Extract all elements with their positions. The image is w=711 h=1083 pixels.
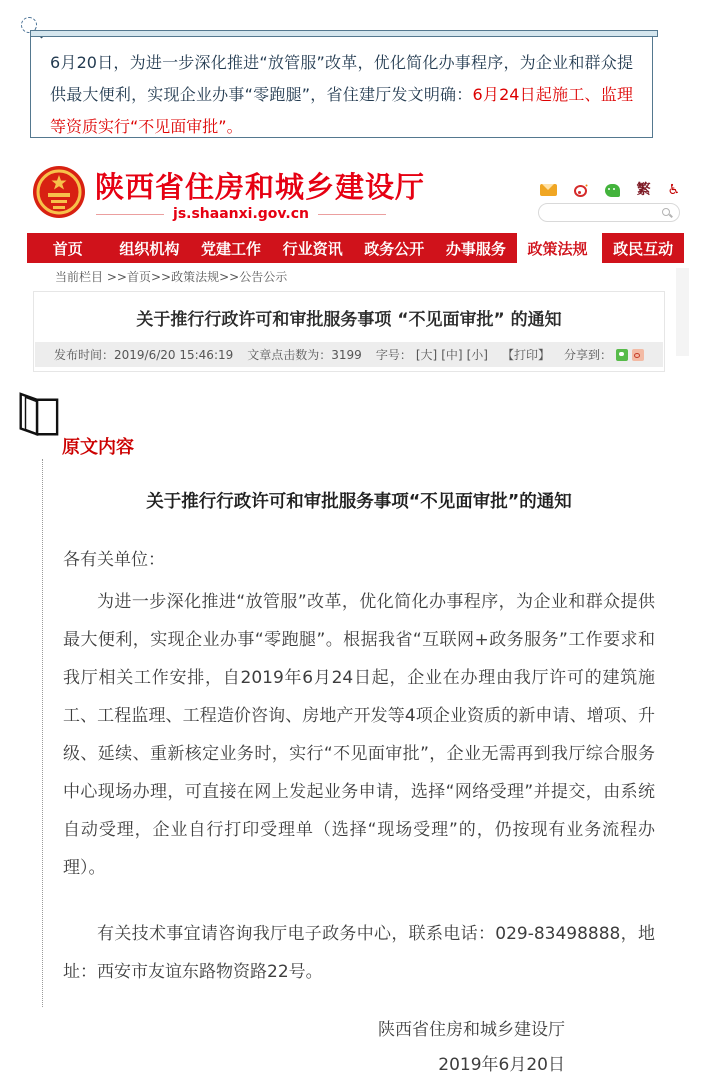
nav-item-interaction[interactable]: 政民互动 (598, 233, 684, 263)
breadcrumb (27, 263, 684, 292)
summary-text: 6月20日，为进一步深化推进“放管服”改革，优化简化办事程序，为企业和群众提供最大便利，实现企业办事“零跑腿”，省住建厅发文明确： (50, 53, 633, 104)
nav-item-services[interactable]: 办事服务 (435, 233, 517, 263)
fontsize-large-button[interactable]: [大] (415, 348, 438, 362)
fontsize-label: 字号： (375, 348, 412, 362)
fontsize-small-button[interactable]: [小] (466, 348, 488, 362)
url-dash-right (318, 214, 386, 215)
url-dash-left (96, 214, 164, 215)
dotted-divider (42, 459, 43, 1007)
search-box[interactable] (538, 203, 680, 222)
traditional-chinese-toggle[interactable]: 繁 (636, 182, 651, 198)
weibo-icon[interactable] (574, 183, 588, 197)
main-nav (27, 233, 684, 263)
article-paragraph-2: 有关技术事宜请咨询我厅电子政务中心，联系电话：029-83498888，地址：西安市友谊东路物资路22号。 (63, 924, 655, 982)
nav-item-home[interactable]: 首页 (27, 233, 109, 263)
mail-icon[interactable] (540, 184, 557, 196)
nav-item-policies-active[interactable]: 政策法规 (517, 233, 599, 263)
signature-org: 陕西省住房和城乡建设厅 (378, 1020, 565, 1040)
site-url: js.shaanxi.gov.cn (173, 206, 309, 222)
breadcrumb-sep-1: >> (150, 270, 172, 284)
emblem-graphic (32, 163, 86, 221)
summary-top-bar (30, 30, 658, 37)
signature-date: 2019年6月20日 (438, 1055, 565, 1075)
site-title[interactable]: 陕西省住房和城乡建设厅 (95, 170, 426, 204)
search-icon[interactable] (662, 208, 673, 219)
article-title: 关于推行行政许可和审批服务事项“不见面审批”的通知 (146, 492, 572, 512)
nav-item-gov-affairs[interactable]: 政务公开 (354, 233, 436, 263)
accessibility-icon[interactable]: ♿ (667, 182, 680, 198)
click-count: 文章点击数为：3199 (247, 348, 362, 362)
website-screenshot (0, 150, 711, 380)
fontsize-controls (376, 346, 488, 363)
article-header-box (33, 291, 665, 372)
wechat-icon[interactable] (605, 184, 620, 197)
breadcrumb-policies[interactable]: 政策法规 (171, 270, 220, 284)
site-url-row (96, 206, 386, 222)
signature-block (63, 1013, 655, 1083)
share-label: 分享到： (563, 348, 612, 362)
share-controls (564, 346, 644, 363)
article-meta-bar (35, 342, 663, 367)
breadcrumb-announcements[interactable]: 公告公示 (239, 270, 288, 284)
nav-item-party-building[interactable]: 党建工作 (190, 233, 272, 263)
article-content (63, 482, 655, 1083)
section-label: 原文内容 (62, 437, 134, 458)
breadcrumb-sep-2: >> (219, 270, 240, 284)
summary-highlight-text: 6月24日起施工、监理等资质实行“不见面审批”。 (50, 85, 633, 136)
publish-time: 发布时间：2019/6/20 15:46:19 (54, 348, 234, 362)
share-wechat-icon[interactable] (616, 349, 628, 361)
share-weibo-icon[interactable] (632, 349, 644, 361)
article-paragraph-1: 为进一步深化推进“放管服”改革，优化简化办事程序，为企业和群众提供最大便利，实现企业办事“零跑腿”。根据我省“互联网+政务服务”工作要求和我厅相关工作安排，自2019年6月24日起，企业在办理由我厅许可的建筑施工、工程监理、工程造价咨询、房地产开发等4项企业资质的新申请、增项、升级、延续、重新核定业务时，实行“不见面审批”，企业无需再到我厅综合服务中心现场办理，可直接在网上发起业务申请，选择“网络受理”并提交，由系统自动受理，企业自行打印受理单（选择“现场受理”的，仍按现有业务流程办理）。 (63, 592, 655, 878)
breadcrumb-home[interactable]: 首页 (126, 270, 151, 284)
news-summary (30, 37, 653, 138)
search-input[interactable] (547, 205, 661, 222)
national-emblem-logo[interactable] (32, 163, 86, 221)
nav-item-industry-news[interactable]: 行业资讯 (272, 233, 354, 263)
fontsize-medium-button[interactable]: [中] (441, 348, 463, 362)
nav-item-organization[interactable]: 组织机构 (109, 233, 191, 263)
scrollbar-track[interactable] (676, 268, 689, 356)
article-salutation: 各有关单位： (63, 550, 165, 570)
article-header-title: 关于推行行政许可和审批服务事项 “不见面审批” 的通知 (136, 310, 562, 330)
breadcrumb-prefix: 当前栏目 >> (55, 270, 127, 284)
open-book-icon (14, 391, 60, 443)
print-button[interactable]: 【打印】 (501, 348, 550, 362)
header-icon-row (540, 182, 680, 198)
